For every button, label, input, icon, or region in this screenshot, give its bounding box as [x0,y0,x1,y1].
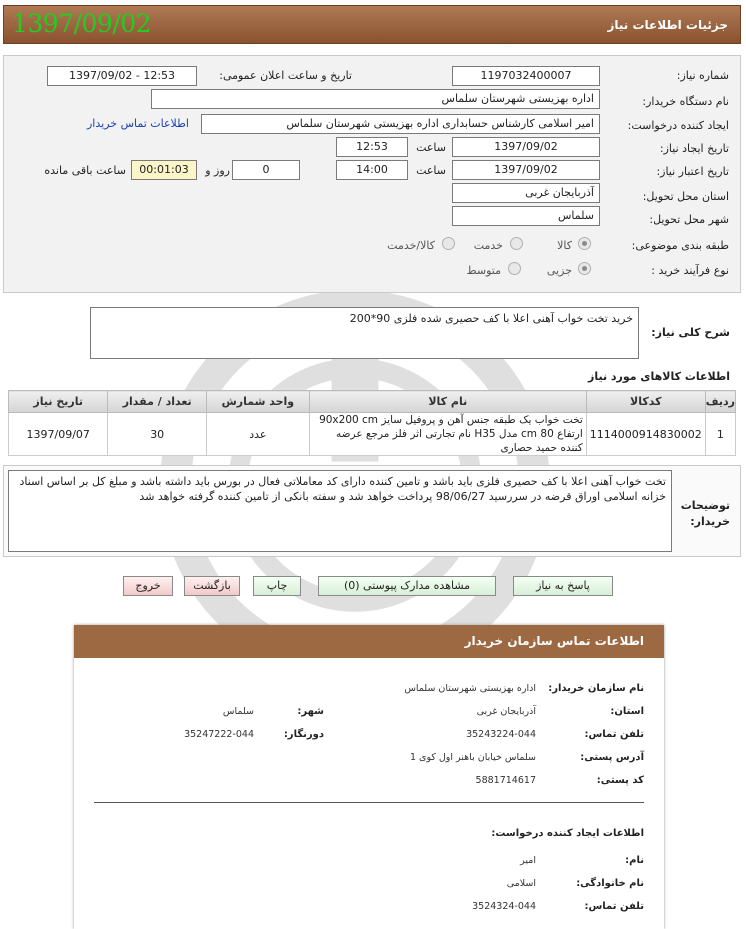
contact-org: اداره بهزیستی شهرستان سلماس [404,683,536,694]
items-table [8,390,736,456]
category-option-both: کالا/خدمت [387,239,435,252]
province-label: استان محل تحویل: [642,190,729,203]
announce-field: 1397/09/02 - 12:53 [47,66,197,86]
need-number-label: شماره نیاز: [676,69,729,82]
cell-code: 1114000914830002 [586,413,705,456]
col-name: نام کالا [309,391,586,413]
contact-province: آذربایجان غربی [476,706,536,717]
province-field: آذربایجان غربی [452,183,600,203]
contact-fax-label: دورنگار: [283,729,324,740]
contact-card-title: اطلاعات تماس سازمان خریدار [74,625,664,658]
category-radio-service[interactable] [510,237,523,250]
creator-field: امیر اسلامی کارشناس حسابداری اداره بهزیستی شهرستان سلماس [201,114,600,134]
buyer-contact-link[interactable]: اطلاعات تماس خریدار [87,117,189,130]
process-option-medium: متوسط [466,264,501,277]
cell-unit: عدد [206,413,309,456]
contact-province-label: استان: [610,706,644,717]
contact-address: سلماس خیابان باهنر اول کوی 1 [409,752,536,763]
notes-box: تخت خواب آهنی اعلا با کف حصیری فلزی باید باشد و تامین کننده دارای کد معاملاتی فعال در بورس باید داشته باشد و مبلغ کل بر اساس اسناد خزانه اسلامی اوراق قرضه در سررسید 98/06/27 پرداخت خواهد شد و سفته بانکی از تامین کننده گرفته خواهد شد [8,470,672,552]
contact-phone-label: تلفن تماس: [584,729,644,740]
contact-divider [94,802,644,803]
cell-name: تخت خواب یک طبقه جنس آهن و پروفیل سایز 90x200 cm ارتفاع 80 cm مدل H35 نام تجارتی اثر فلز مرجع عرضه کننده حمید حصاری [309,413,586,456]
col-unit: واحد شمارش [206,391,309,413]
cell-date: 1397/09/07 [9,413,108,456]
valid-date-field: 1397/09/02 [452,160,600,180]
buyer-org-field: اداره بهزیستی شهرستان سلماس [151,89,600,109]
contact-phone: 35243224-044 [466,729,536,740]
contact-org-label: نام سازمان خریدار: [548,683,644,694]
creator-info-title: اطلاعات ایجاد کننده درخواست: [491,828,644,839]
creator-family: اسلامی [506,878,536,889]
created-time-label: ساعت [416,141,446,154]
creator-label: ایجاد کننده درخواست: [627,119,729,132]
created-date-label: تاریخ ایجاد نیاز: [659,142,729,155]
buyer-org-label: نام دستگاه خریدار: [642,95,729,108]
creator-phone: 3524324-044 [472,901,536,912]
remaining-field: 00:01:03 [131,160,197,180]
col-code: کدکالا [586,391,705,413]
back-button[interactable]: بازگشت [184,576,240,596]
process-option-minor: جزیی [546,264,572,277]
cell-row: 1 [705,413,735,456]
remaining-label: ساعت باقی مانده [44,164,126,177]
category-radio-goods[interactable] [578,237,591,250]
exit-button[interactable]: خروج [123,576,173,596]
process-radio-medium[interactable] [508,262,521,275]
valid-date-label: تاریخ اعتبار نیاز: [656,165,729,178]
date-stamp: 1397/09/02 [12,9,152,38]
col-qty: تعداد / مقدار [108,391,207,413]
creator-name-label: نام: [625,855,644,866]
print-button[interactable]: چاپ [253,576,301,596]
category-radio-both[interactable] [442,237,455,250]
items-section-title: اطلاعات کالاهای مورد نیاز [588,370,730,383]
created-time-field: 12:53 [336,137,408,157]
city-label: شهر محل تحویل: [649,213,729,226]
creator-family-label: نام خانوادگی: [576,878,644,889]
days-label: روز و [205,164,230,177]
window-title: جزئیات اطلاعات نیاز [607,18,728,32]
contact-fax: 35247222-044 [184,729,254,740]
need-number-field: 1197032400007 [452,66,600,86]
summary-label: شرح کلی نیاز: [651,326,730,339]
valid-time-field: 14:00 [336,160,408,180]
created-date-field: 1397/09/02 [452,137,600,157]
title-bar [3,5,741,44]
category-option-service: خدمت [473,239,503,252]
table-row [9,413,736,456]
category-label: طبقه بندی موضوعی: [631,239,729,252]
process-label: نوع فرآیند خرید : [651,264,729,277]
reply-button[interactable]: پاسخ به نیاز [513,576,613,596]
col-date: تاریخ نیاز [9,391,108,413]
contact-postal-label: کد پستی: [596,775,644,786]
valid-time-label: ساعت [416,164,446,177]
category-option-goods: کالا [557,239,572,252]
notes-label: توضیحات خریدار: [680,499,730,528]
summary-box: خرید تخت خواب آهنی اعلا با کف حصیری شده فلزی 90*200 [90,307,639,359]
creator-phone-label: تلفن تماس: [584,901,644,912]
city-field: سلماس [452,206,600,226]
attachments-button[interactable]: مشاهده مدارک پیوستی (0) [318,576,496,596]
buyer-contact-card [74,625,664,929]
contact-city-label: شهر: [297,706,324,717]
contact-city: سلماس [222,706,254,717]
process-radio-minor[interactable] [578,262,591,275]
days-field: 0 [232,160,300,180]
cell-qty: 30 [108,413,207,456]
contact-postal: 5881714617 [475,775,536,786]
col-row: ردیف [705,391,735,413]
creator-name: امیر [520,855,536,866]
contact-address-label: آدرس پستی: [580,752,644,763]
announce-label: تاریخ و ساعت اعلان عمومی: [219,69,352,82]
